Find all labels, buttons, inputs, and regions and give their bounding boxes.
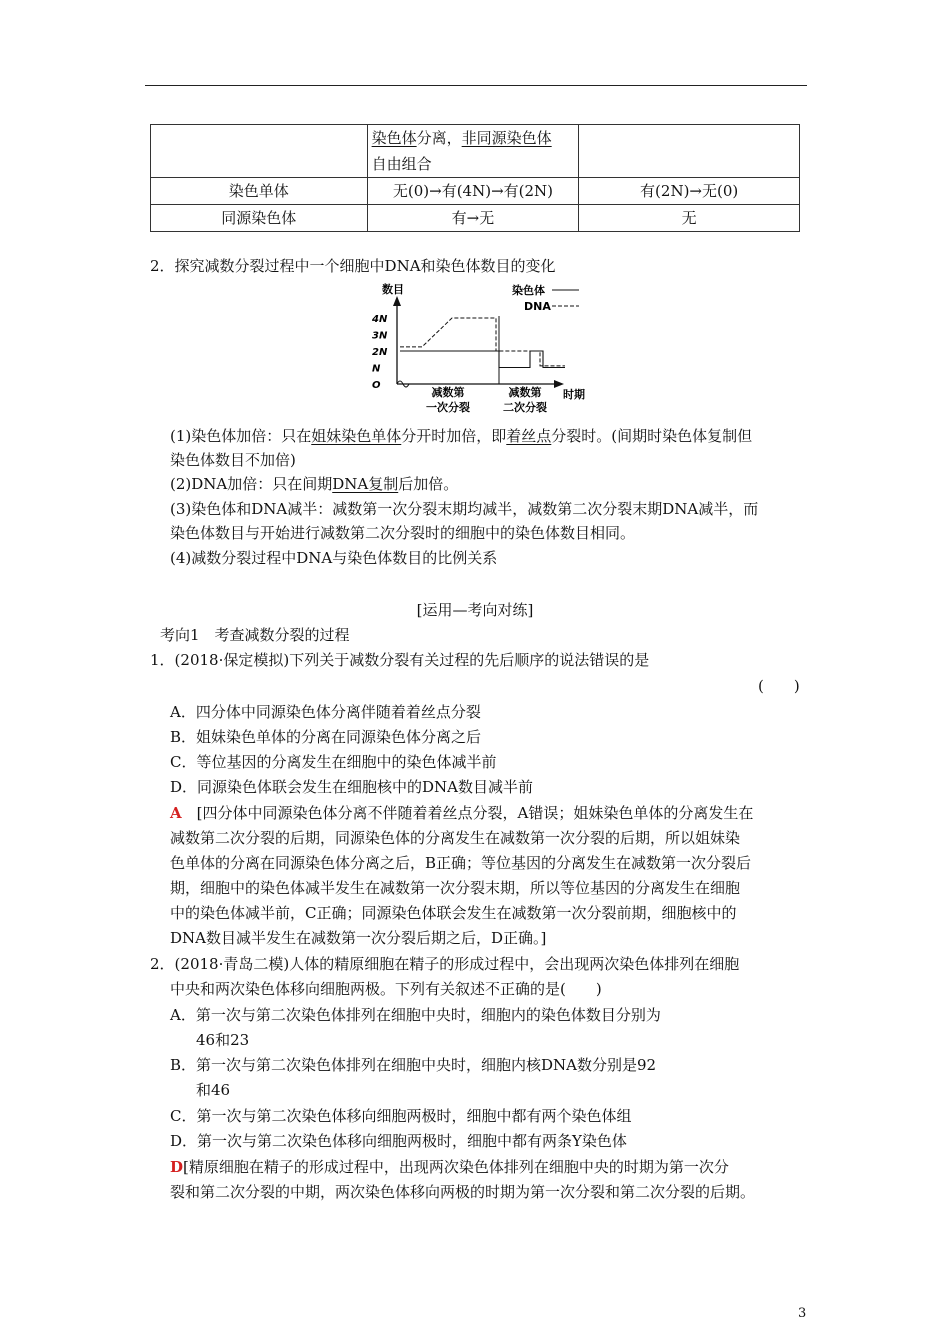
header-rule: [145, 85, 807, 86]
table-cell: [579, 125, 800, 178]
q1-option-a: A．四分体中同源染色体分离伴随着着丝点分裂: [170, 703, 481, 721]
q2-answer: D: [170, 1158, 184, 1176]
cell-text: 自由组合: [371, 155, 432, 173]
text: (1)染色体加倍：只在: [170, 427, 312, 445]
y-tick-label: O: [372, 380, 381, 391]
page-number: 3: [798, 1306, 807, 1321]
q2-option-c: C．第一次与第二次染色体移向细胞两极时，细胞中都有两个染色体组: [170, 1107, 632, 1125]
y-ticks: [371, 314, 388, 391]
point-1: [170, 424, 752, 448]
table-cell: 有(2N)→无(0): [579, 178, 800, 205]
dna-line: [400, 318, 565, 366]
underlined-term: DNA复制: [332, 475, 399, 493]
q1-stem: 1．(2018·保定模拟)下列关于减数分裂有关过程的先后顺序的说法错误的是: [150, 651, 650, 669]
q1-explanation: [170, 801, 753, 825]
q1-option-d: D．同源染色体联会发生在细胞核中的DNA数目减半前: [170, 778, 534, 796]
q2-explanation: [170, 1155, 729, 1179]
q2-option-b-cont: 和46: [196, 1081, 231, 1099]
table-cell: 无: [579, 205, 800, 232]
topic-heading: 考向1 考查减数分裂的过程: [160, 626, 350, 644]
x-axis-label: 时期: [563, 388, 585, 401]
practice-heading: [运用—考向对练]: [416, 601, 534, 619]
y-axis-label: 数目: [382, 283, 404, 296]
q2-option-b: B．第一次与第二次染色体排列在细胞中央时，细胞内核DNA数分别是92: [170, 1056, 657, 1074]
q1-explanation-cont: 中的染色体减半前，C正确；同源染色体联会发生在减数第一次分裂前期，细胞核中的: [170, 904, 737, 922]
q1-answer-bracket: ( ): [758, 677, 800, 695]
comparison-table: [150, 124, 800, 232]
x-label-phase2-l2: 二次分裂: [503, 401, 547, 414]
x-label-phase1-l2: 一次分裂: [426, 401, 470, 414]
y-tick-label: N: [372, 363, 381, 375]
text: 分裂时。(间期时染色体复制但: [551, 427, 753, 445]
row-label: 染色单体: [151, 178, 368, 205]
cell-text: 分离，: [416, 129, 462, 147]
x-axis-arrow: [554, 380, 564, 388]
section-title: 2．探究减数分裂过程中一个细胞中DNA和染色体数目的变化: [150, 257, 556, 275]
table-cell: [151, 125, 368, 178]
row-label: 同源染色体: [151, 205, 368, 232]
q2-option-a: A．第一次与第二次染色体排列在细胞中央时，细胞内的染色体数目分别为: [170, 1006, 661, 1024]
point-2: [170, 472, 458, 496]
y-tick-label: 3N: [372, 330, 388, 342]
q2-option-d: D．第一次与第二次染色体移向细胞两极时，细胞中都有两条Y染色体: [170, 1132, 627, 1150]
q1-explanation-cont: 色单体的分离在同源染色体分离之后，B正确；等位基因的分离发生在减数第一次分裂后: [170, 854, 752, 872]
table-row: [151, 125, 800, 178]
underlined-term: 非同源染色体: [461, 129, 552, 147]
q2-stem: 2．(2018·青岛二模)人体的精原细胞在精子的形成过程中，会出现两次染色体排列在细胞: [150, 955, 740, 973]
underlined-term: 着丝点: [506, 427, 552, 445]
y-tick-label: 2N: [372, 347, 388, 358]
y-tick-label: 4N: [372, 314, 388, 325]
text: 分开时加倍，即: [401, 427, 507, 445]
q1-explanation-cont: DNA数目减半发生在减数第一次分裂后期之后，D正确。]: [170, 929, 547, 947]
q1-option-b: B．姐妹染色单体的分离在同源染色体分离之后: [170, 728, 482, 746]
table-row: [151, 205, 800, 232]
q1-option-c: C．等位基因的分离发生在细胞中的染色体减半前: [170, 753, 497, 771]
y-axis-arrow: [393, 296, 401, 306]
text: (2)DNA加倍：只在间期: [170, 475, 333, 493]
underlined-term: 姐妹染色单体: [311, 427, 402, 445]
text: [四分体中同源染色体分离不伴随着着丝点分裂，A错误；姐妹染色单体的分离发生在: [196, 804, 754, 822]
legend-chromosome: 染色体: [512, 284, 545, 297]
text: 后加倍。: [398, 475, 459, 493]
q2-option-a-cont: 46和23: [196, 1031, 250, 1049]
q1-explanation-cont: 减数第二次分裂的后期，同源染色体的分离发生在减数第一次分裂的后期，所以姐妹染: [170, 829, 741, 847]
q1-answer: A: [170, 804, 182, 822]
point-3: (3)染色体和DNA减半：减数第一次分裂末期均减半，减数第二次分裂末期DNA减半，而: [170, 500, 759, 518]
point-4: (4)减数分裂过程中DNA与染色体数目的比例关系: [170, 549, 498, 567]
table-cell: 有→无: [367, 205, 579, 232]
chromosome-dna-chart: [360, 280, 600, 420]
table-cell: [367, 125, 579, 178]
table-cell: 无(0)→有(4N)→有(2N): [367, 178, 579, 205]
q2-explanation-cont: 裂和第二次分裂的中期，两次染色体移向两极的时期为第一次分裂和第二次分裂的后期。: [170, 1183, 756, 1201]
legend-dna: DNA: [524, 300, 551, 313]
q2-stem-cont: 中央和两次染色体移向细胞两极。下列有关叙述不正确的是( ): [170, 980, 602, 998]
point-1-cont: 染色体数目不加倍): [170, 451, 296, 469]
text: [精原细胞在精子的形成过程中，出现两次染色体排列在细胞中央的时期为第一次分: [183, 1158, 729, 1176]
x-label-phase2-l1: 减数第: [508, 386, 542, 399]
table-row: [151, 178, 800, 205]
q1-explanation-cont: 期，细胞中的染色体减半发生在减数第一次分裂末期，所以等位基因的分离发生在细胞: [170, 879, 741, 897]
underlined-term: 染色体: [371, 129, 417, 147]
point-3-cont: 染色体数目与开始进行减数第二次分裂时的细胞中的染色体数目相同。: [170, 524, 636, 542]
x-label-phase1-l1: 减数第: [431, 386, 465, 399]
